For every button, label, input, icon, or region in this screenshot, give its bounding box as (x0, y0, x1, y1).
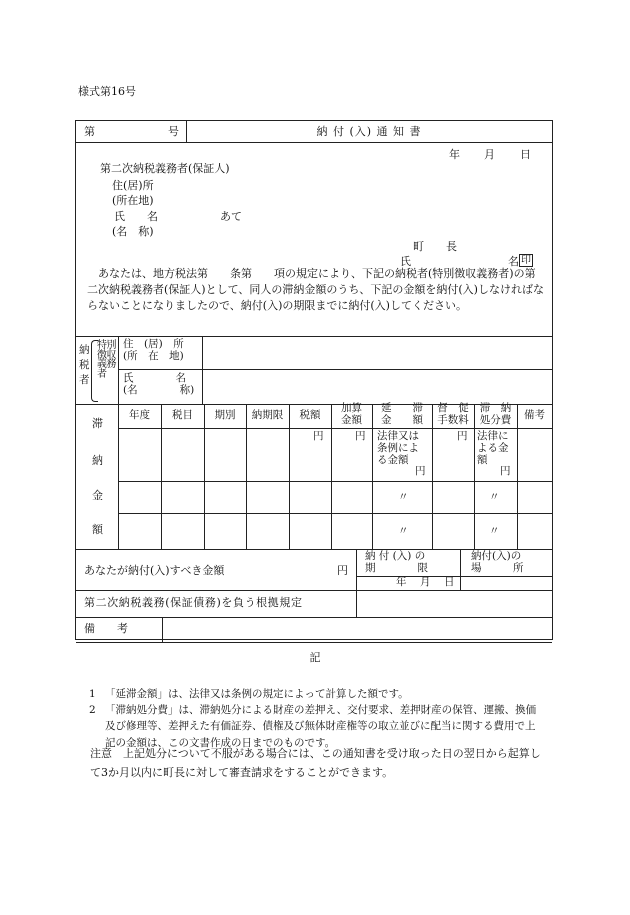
late-note-3: る金額 (377, 454, 409, 466)
date-day: 日 (520, 148, 531, 161)
rule-arrears-v5 (331, 404, 332, 549)
rule-taxpayer-v (118, 336, 119, 404)
body-text: あなたは、地方税法第 条第 項の規定により、下記の納税者(特別徴収義務者)の第二次納税義務者(保証人)として、同人の滞納金額のうち、下記の金額を納付(入)しなければならないことになりましたので、納付(入)の期限までに納付(入)してください。 (87, 267, 544, 312)
surcharge-yen: 円 (355, 430, 366, 442)
col-year: 年度 (129, 409, 150, 421)
note-item-1 (89, 686, 544, 702)
place-label-1: 納付(入)の (471, 550, 522, 562)
taxpayer-name-1: 氏 名 (123, 372, 186, 384)
issuer-name-right: 名 (508, 255, 519, 268)
late-yen: 円 (415, 465, 426, 477)
note-text: 「滞納処分費」は、滞納処分による財産の差押え、交付要求、差押財産の保管、運搬、換価及び修理等、差押えた有価証券、債権及び無体財産権等の取立並びに配当に関する費用で上記の金額は、この文書作成の日までのものです。 (105, 704, 537, 749)
col-remarks: 備考 (524, 409, 545, 421)
addressee-entity: (名 称) (112, 225, 154, 238)
arrears-side-2: 納 (92, 454, 103, 467)
rule-payment-v2 (460, 549, 461, 590)
rule-header (76, 142, 552, 143)
col-late-1: 延 滞 (381, 402, 423, 414)
rule-arrears-v2 (204, 404, 205, 549)
rule-arrears-v8 (474, 404, 475, 549)
rule-remarks-v (162, 617, 163, 642)
taxpayer-name-2: (名 称) (123, 384, 195, 396)
number-suffix: 号 (168, 125, 179, 138)
issuer-title: 町 長 (413, 240, 457, 253)
late-note-2: 条例によ (377, 442, 419, 454)
caution-text: 上記処分について不服がある場合には、この通知書を受け取った日の翌日から起算して3か月以内に町長に対して審査請求をすることができます。 (90, 747, 541, 779)
payment-yen: 円 (337, 564, 348, 577)
date-month: 月 (484, 148, 495, 161)
remarks-label: 備 考 (84, 622, 128, 635)
note-text: 「延滞金額」は、法律又は条例の規定によって計算した額です。 (105, 688, 409, 700)
form-number: 様式第16号 (78, 85, 136, 98)
late-note-1: 法律又は (377, 430, 419, 442)
place-label-2: 場 所 (471, 562, 524, 574)
taxpayer-address-1: 住 (居) 所 (123, 338, 184, 350)
addressee-name: 氏 名 (114, 210, 158, 223)
rule-arrears-row2 (118, 513, 552, 514)
rule-arrears-v4 (289, 404, 290, 549)
col-surcharge-1: 加算 (341, 402, 362, 414)
rule-arrears-v9 (517, 404, 518, 549)
disposal-ditto-1: 〃 (489, 491, 500, 503)
caution (90, 744, 550, 782)
taxpayer-address-2: (所 在 地) (123, 350, 184, 362)
rule-arrears-v3 (246, 404, 247, 549)
taxpayer-side-b: 特別徴収義務者 (97, 340, 116, 380)
document-title: 納 付 (入) 通 知 書 (316, 125, 422, 138)
notes-heading: 記 (309, 651, 321, 664)
deadline-day: 日 (444, 576, 455, 588)
col-deadline: 納期限 (251, 409, 284, 421)
disposal-note-3: 額 (477, 454, 488, 466)
fee-yen: 円 (457, 430, 468, 442)
col-surcharge-2: 金額 (341, 414, 362, 426)
rule-arrears-header (118, 428, 552, 429)
notes-list (89, 686, 544, 751)
col-fee-2: 手数料 (437, 414, 469, 426)
col-fee-1: 督 促 (437, 402, 469, 414)
late-ditto-1: 〃 (398, 491, 409, 503)
date-year: 年 (449, 148, 460, 161)
rule-taxpayer-mid (118, 369, 552, 370)
note-number: 2 (89, 704, 96, 717)
addressee-address: 住(居)所 (112, 179, 154, 192)
rule-payment-v1 (356, 549, 357, 590)
disposal-yen: 円 (500, 465, 511, 477)
note-number: 1 (89, 688, 96, 700)
disposal-note-2: よる金 (477, 442, 509, 454)
col-late-2: 金 額 (381, 414, 423, 426)
col-tax-amount: 税額 (299, 409, 321, 421)
arrears-side-4: 額 (92, 523, 103, 536)
rule-taxpayer-v2 (202, 336, 203, 404)
addressee-location: (所在地) (112, 194, 154, 207)
deadline-year: 年 (396, 576, 407, 588)
number-label: 第 (84, 125, 95, 138)
disposal-ditto-2: 〃 (489, 525, 500, 537)
rule-arrears-v6 (372, 404, 373, 549)
deadline-month: 月 (420, 576, 431, 588)
tax-amount-yen: 円 (313, 430, 324, 442)
payment-amount-label: あなたが納付(入)すべき金額 (84, 564, 225, 577)
rule-basis-bottom (76, 617, 552, 618)
addressee-ate: あて (220, 210, 242, 223)
rule-arrears-row1 (118, 481, 552, 482)
deadline-label-1: 納 付 (入) の (365, 550, 426, 562)
basis-label: 第二次納税義務(保証債務)を負う根拠規定 (84, 596, 303, 609)
caution-label: 注意 (90, 747, 112, 760)
rule-body (76, 336, 552, 337)
rule-basis-v (356, 590, 357, 617)
rule-remarks-bottom (76, 642, 552, 643)
addressee-heading: 第二次納税義務者(保証人) (100, 162, 230, 175)
arrears-side-3: 金 (92, 489, 103, 502)
rule-payment-bottom (76, 590, 552, 591)
deadline-label-2: 期 限 (365, 562, 428, 574)
rule-arrears-v0 (118, 404, 119, 549)
arrears-side-1: 滞 (92, 417, 103, 430)
rule-arrears-v1 (161, 404, 162, 549)
col-disposal-1: 滞 納 (479, 402, 512, 414)
late-ditto-2: 〃 (398, 525, 409, 537)
rule-arrears-v7 (432, 404, 433, 549)
disposal-note-1: 法律に (477, 430, 509, 442)
col-tax-item: 税目 (172, 409, 193, 421)
col-period: 期別 (214, 409, 236, 421)
seal-label: 印 (521, 255, 531, 266)
col-disposal-2: 処分費 (479, 414, 512, 426)
taxpayer-side-a: 納税者 (79, 344, 90, 386)
issuer-name-left: 氏 (400, 255, 411, 268)
